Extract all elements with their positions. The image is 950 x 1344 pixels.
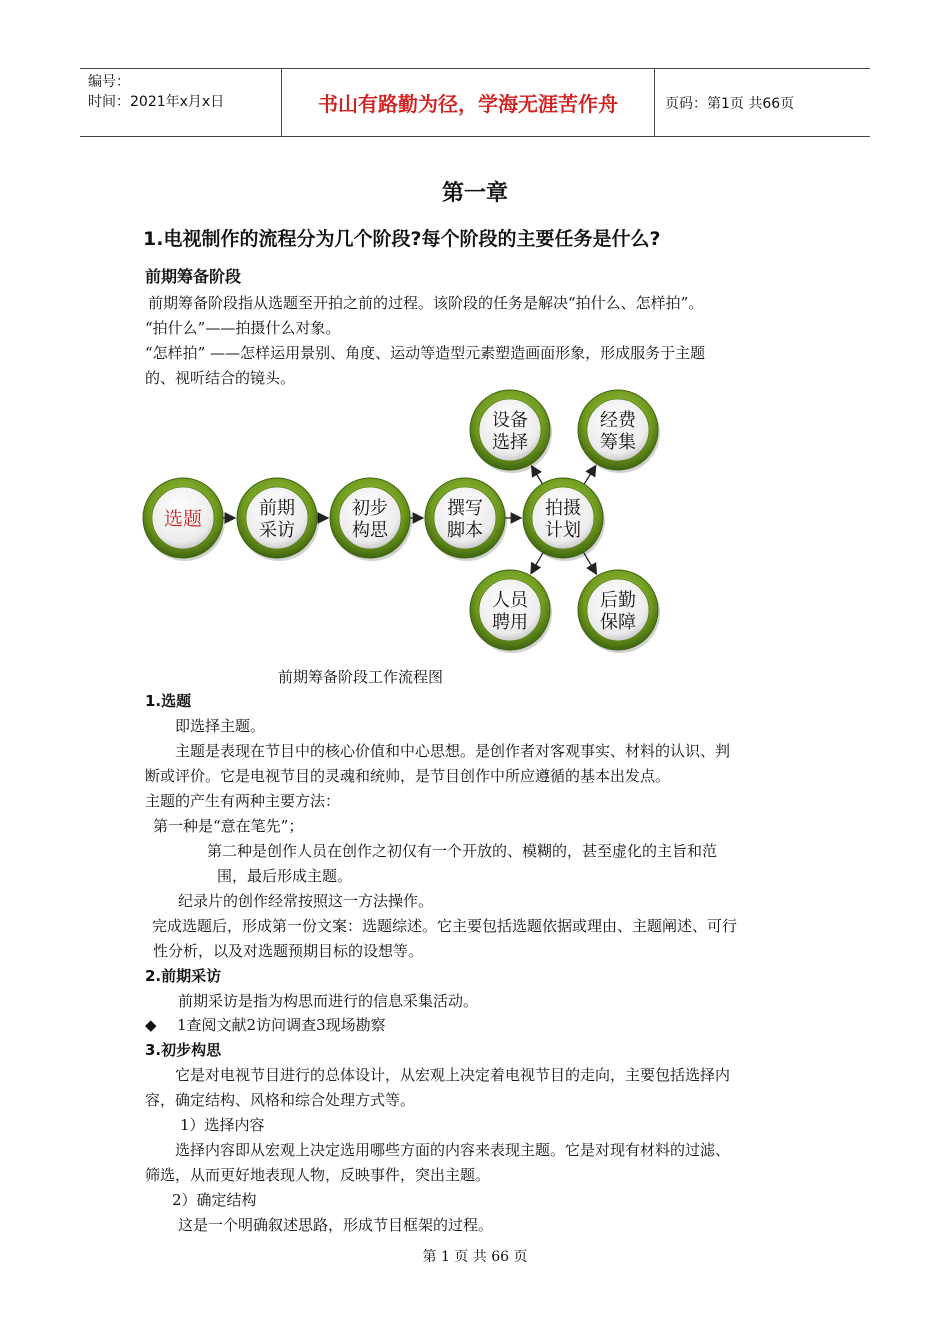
flow-node-main bbox=[330, 478, 412, 561]
flow-node-label: 计划 bbox=[545, 520, 581, 541]
flow-node-main bbox=[425, 478, 507, 561]
flow-node-main bbox=[523, 478, 605, 561]
chapter-title: 第一章 bbox=[441, 181, 508, 206]
flow-node-label: 经费 bbox=[600, 410, 636, 431]
header-motto: 书山有路勤为径，学海无涯苦作舟 bbox=[282, 69, 655, 136]
paragraph: 即选择主题。 bbox=[175, 717, 266, 735]
paragraph: 1查阅文献2访问调查3现场勘察 bbox=[177, 1016, 386, 1034]
flow-arrow bbox=[584, 466, 596, 484]
paragraph: 选择内容即从宏观上决定选用哪些方面的内容来表现主题。它是对现有材料的过滤、 bbox=[175, 1141, 731, 1159]
paragraph: 完成选题后，形成第一份文案：选题综述。它主要包括选题依据或理由、主题阐述、可行 bbox=[152, 917, 738, 935]
flow-node-label: 撰写 bbox=[447, 498, 483, 519]
paragraph: 围，最后形成主题。 bbox=[217, 867, 353, 885]
paragraph: 主题是表现在节目中的核心价值和中心思想。是创作者对客观事实、材料的认识、判 bbox=[175, 742, 731, 760]
question-heading: 1.电视制作的流程分为几个阶段?每个阶段的主要任务是什么? bbox=[143, 228, 661, 250]
section-title-topic: 1.选题 bbox=[145, 692, 192, 710]
flow-arrow bbox=[584, 552, 597, 574]
diagram-caption: 前期筹备阶段工作流程图 bbox=[278, 668, 444, 686]
flow-node-label: 筹集 bbox=[600, 432, 636, 453]
paragraph: 它是对电视节目进行的总体设计，从宏观上决定着电视节目的走向，主要包括选择内 bbox=[175, 1066, 731, 1084]
paragraph: 容，确定结构、风格和综合处理方式等。 bbox=[145, 1091, 416, 1109]
flow-node-label: 选择 bbox=[492, 432, 528, 453]
paragraph: 的、视听结合的镜头。 bbox=[145, 369, 296, 387]
flow-node-label: 设备 bbox=[492, 410, 528, 431]
paragraph: 主题的产生有两种主要方法： bbox=[145, 792, 341, 810]
paragraph: 性分析，以及对选题预期目标的设想等。 bbox=[153, 942, 424, 960]
flow-node-label: 选题 bbox=[163, 508, 203, 530]
flow-node-label: 保障 bbox=[600, 612, 636, 633]
paragraph: 第二种是创作人员在创作之初仅有一个开放的、模糊的，甚至虚化的主旨和范 bbox=[207, 842, 718, 860]
paragraph: 这是一个明确叙述思路，形成节目框架的过程。 bbox=[178, 1216, 494, 1234]
section-title-concept: 3.初步构思 bbox=[145, 1041, 222, 1059]
flow-node-label: 脚本 bbox=[447, 520, 483, 541]
flow-arrow bbox=[532, 466, 543, 484]
bullet-icon: ◆ bbox=[145, 1016, 157, 1034]
flow-node-label: 前期 bbox=[259, 498, 295, 519]
section-title-pre: 前期筹备阶段 bbox=[145, 267, 242, 286]
paragraph: 前期采访是指为构思而进行的信息采集活动。 bbox=[178, 992, 479, 1010]
flow-node-main bbox=[143, 478, 225, 561]
flow-node-main bbox=[237, 478, 319, 561]
paragraph: 断或评价。它是电视节目的灵魂和统帅，是节目创作中所应遵循的基本出发点。 bbox=[145, 767, 671, 785]
paragraph: 第一种是“意在笔先”； bbox=[153, 817, 304, 835]
flow-node-label: 拍摄 bbox=[545, 498, 581, 519]
paragraph: 2）确定结构 bbox=[172, 1191, 257, 1209]
header-page-count: 页码：第1页 共66页 bbox=[665, 95, 795, 112]
flow-node-label: 聘用 bbox=[492, 612, 528, 633]
flow-node-label: 后勤 bbox=[600, 590, 636, 611]
page-footer: 第 1 页 共 66 页 bbox=[422, 1249, 528, 1265]
flow-node-branch bbox=[578, 570, 660, 653]
flow-node-branch bbox=[578, 390, 660, 473]
flow-arrow bbox=[531, 553, 543, 574]
flow-node-label: 初步 bbox=[352, 498, 388, 519]
flow-node-label: 构思 bbox=[352, 520, 388, 541]
header-date: 时间：2021年x月x日 bbox=[88, 94, 225, 110]
flow-node-branch bbox=[470, 390, 552, 473]
paragraph: “拍什么”——拍摄什么对象。 bbox=[145, 319, 341, 337]
paragraph: 1）选择内容 bbox=[180, 1116, 265, 1134]
flow-node-label: 人员 bbox=[492, 590, 528, 611]
paragraph: 筛选，从而更好地表现人物，反映事件，突出主题。 bbox=[145, 1166, 491, 1184]
paragraph: 前期筹备阶段指从选题至开拍之前的过程。该阶段的任务是解决“拍什么、怎样拍”。 bbox=[148, 294, 704, 312]
section-title-interview: 2.前期采访 bbox=[145, 967, 222, 985]
paragraph: “怎样拍” ——怎样运用景别、角度、运动等造型元素塑造画面形象，形成服务于主题 bbox=[145, 344, 706, 362]
flow-node-branch bbox=[470, 570, 552, 653]
paragraph: 纪录片的创作经常按照这一方法操作。 bbox=[178, 892, 434, 910]
flow-node-label: 采访 bbox=[259, 520, 295, 541]
header-number: 编号： bbox=[88, 74, 130, 90]
